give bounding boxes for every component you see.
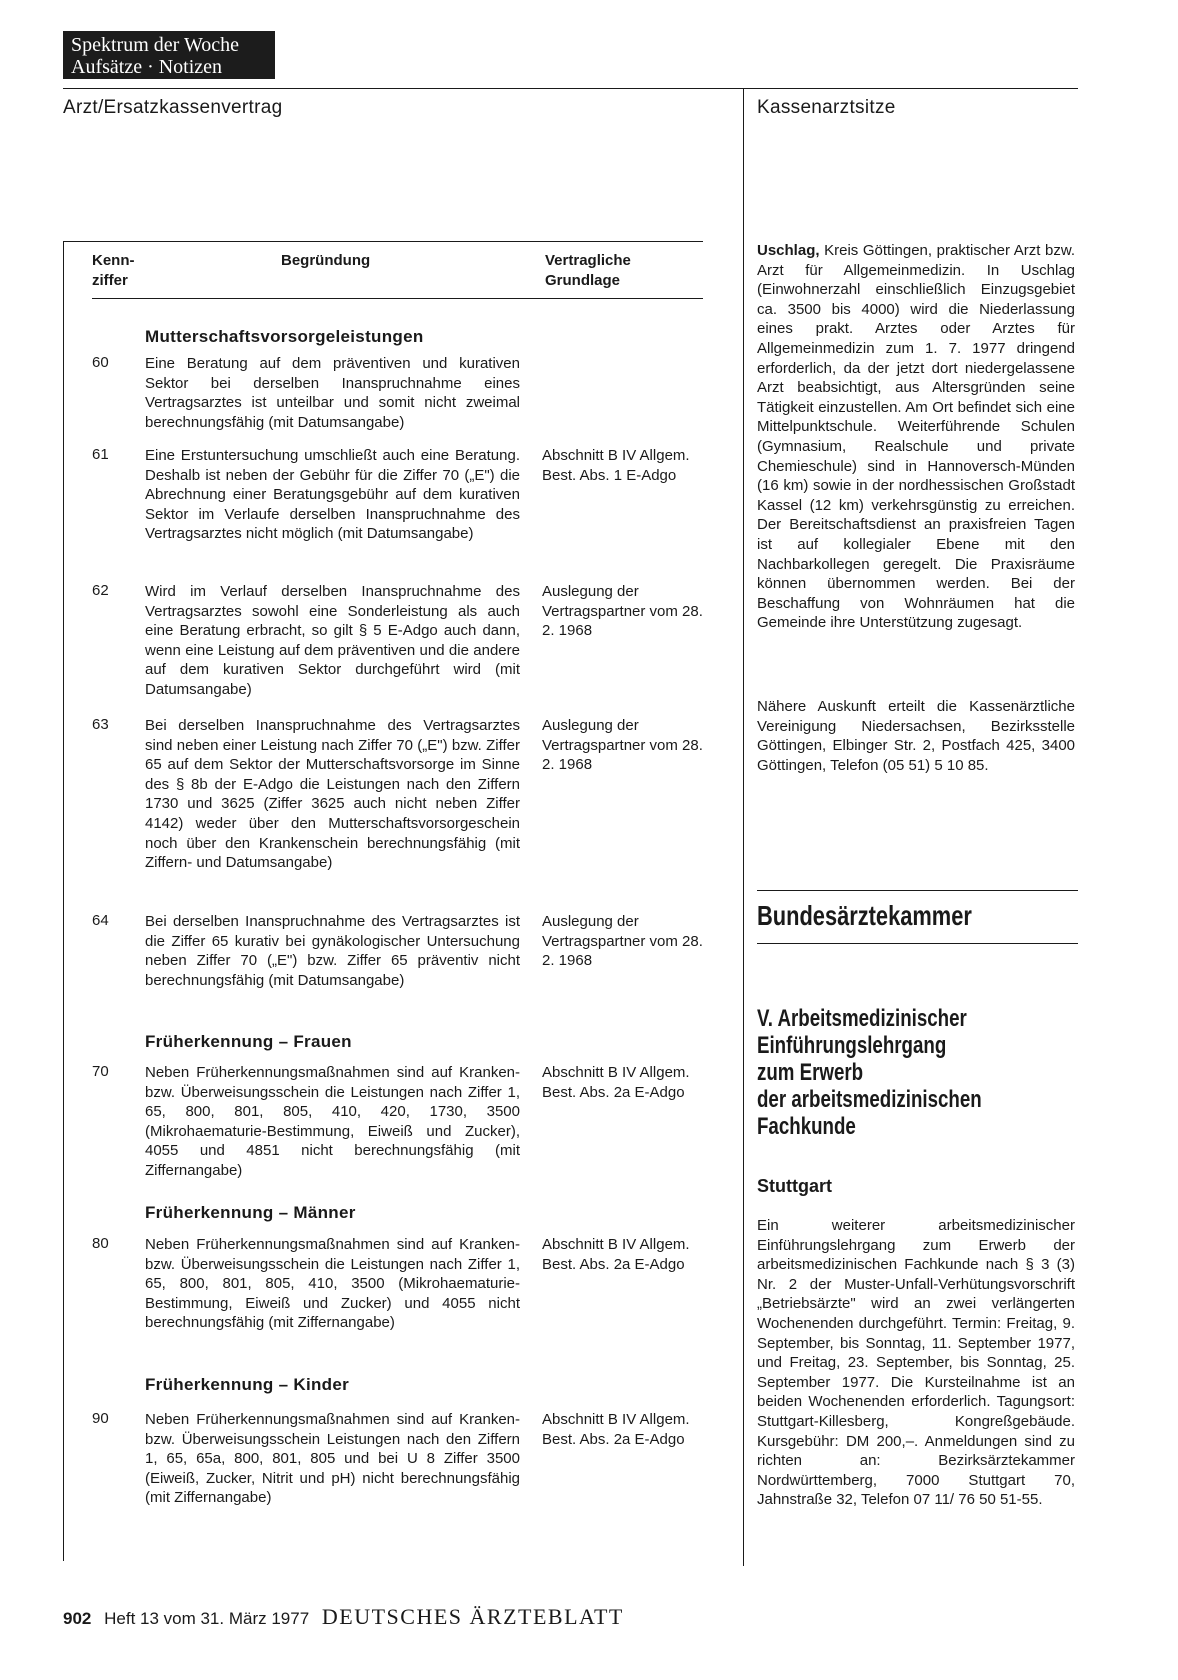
row-code: 90 [92, 1410, 109, 1427]
row-text: Bei derselben Inanspruchnahme des Vertragsarztes sind neben einer Leistung nach Ziffer 70 („E") bzw. Ziffer 65 auf dem Sektor der Mutterschaftsvorsorge im Sinne des § 8b der E-Adgo die Leistungen nach den Ziffern 1730 und 3625 (Ziffer 3625 auch nicht neben Ziffer 4142) weder über den Mutterschaftsvorsorgeschein noch über den Krankenschein berechnungsfähig (mit Ziffern- und Datumsangabe) [145, 717, 520, 872]
header-reason: Begründung [281, 252, 371, 269]
column-divider [743, 88, 744, 1566]
page-footer [63, 1604, 624, 1630]
row-text: Eine Beratung auf dem präventiven und kurativen Sektor bei derselben Inanspruchnahme eines Vertragsarztes ist unteilbar und somit nicht zweimal berechnungsfähig (mit Datumsangabe) [145, 355, 520, 431]
course-title-line: der arbeitsmedizinischen [757, 1086, 982, 1113]
row-code: 60 [92, 354, 109, 371]
row-code: 80 [92, 1235, 109, 1252]
row-basis: Abschnitt B IV Allgem. Best. Abs. 2a E-Adgo [542, 1236, 690, 1273]
bak-rule-top [757, 890, 1078, 891]
table-left-rule [63, 241, 64, 1561]
journal-name: DEUTSCHES ÄRZTEBLATT [321, 1604, 624, 1629]
uschlag-notice [757, 241, 1075, 633]
top-rule [63, 88, 1078, 89]
course-title-line: Einführungslehrgang [757, 1032, 947, 1059]
info-notice: Nähere Auskunft erteilt die Kassenärztliche Vereinigung Niedersachsen, Bezirksstelle Göttingen, Elbinger Str. 2, Postfach 425, 3400 Göttingen, Telefon (05 51) 5 10 85. [757, 698, 1075, 774]
page-number: 902 [63, 1609, 92, 1628]
row-text: Bei derselben Inanspruchnahme des Vertragsarztes ist die Ziffer 65 kurativ bei gynäkologischer Untersuchung neben Ziffer 70 („E") bzw. Ziffer 65 präventiv nicht berechnungsfähig (mit Datumsangabe) [145, 913, 520, 989]
row-text: Neben Früherkennungsmaßnahmen sind auf Kranken- bzw. Überweisungsschein die Leistungen nach Ziffer 1, 65, 800, 801, 805, 410, 420, 1730, 3500 (Mikrohaematurie-Bestimmung, Eiweiß und Zucker), 4055 und 4851 nicht berechnungsfähig (mit Ziffernangabe) [145, 1064, 520, 1179]
row-text: Neben Früherkennungsmaßnahmen sind auf Kranken- bzw. Überweisungsschein Leistungen nach den Ziffern 1, 65, 65a, 800, 801, 805 und bei U 8 Ziffer 3500 (Eiweiß, Zucker, Nitrit und pH) nicht berechnungsfähig (mit Ziffernangabe) [145, 1411, 520, 1507]
row-text: Eine Erstuntersuchung umschließt auch eine Beratung. Deshalb ist neben der Gebühr für die Ziffer 70 („E") die Abrechnung einer Beratungsgebühr auf dem kurativen Sektor im Verlaufe derselben Inanspruchnahme des Vertragsarztes nicht möglich (mit Datumsangabe) [145, 447, 520, 543]
row-code: 61 [92, 446, 109, 463]
row-text: Neben Früherkennungsmaßnahmen sind auf Kranken- bzw. Überweisungsschein die Leistungen nach Ziffer 1, 65, 800, 801, 805, 410, 3500 (Mikrohaematurie-Bestimmung, Eiweiß und Zucker) und 4055 nicht berechnungsfähig (mit Ziffernangabe) [145, 1236, 520, 1332]
section-title: Früherkennung – Männer [145, 1203, 356, 1222]
section-title: Früherkennung – Kinder [145, 1375, 350, 1394]
table-top-rule [63, 241, 703, 242]
section-header-box [63, 31, 275, 79]
city-heading: Stuttgart [757, 1176, 832, 1196]
issue-info: Heft 13 vom 31. März 1977 [104, 1609, 310, 1628]
course-title-line: zum Erwerb [757, 1059, 864, 1086]
row-basis: Abschnitt B IV Allgem. Best. Abs. 1 E-Adgo [542, 447, 690, 484]
header-basis: Vertragliche Grundlage [545, 252, 631, 289]
left-column-title: Arzt/Ersatzkassenvertrag [63, 97, 283, 118]
row-code: 70 [92, 1063, 109, 1080]
row-code: 64 [92, 912, 109, 929]
header-line-2: Aufsätze · Notizen [71, 56, 223, 78]
course-title [757, 1005, 982, 1140]
course-title-line: Fachkunde [757, 1113, 856, 1140]
section-title: Früherkennung – Frauen [145, 1032, 352, 1051]
bak-title: Bundesärztekammer [757, 900, 972, 931]
uschlag-lead: Uschlag, [757, 242, 820, 259]
row-code: 62 [92, 582, 109, 599]
course-title-line: V. Arbeitsmedizinischer [757, 1005, 967, 1032]
row-text: Wird im Verlauf derselben Inanspruchnahme des Vertragsarztes sowohl eine Sonderleistung als auch eine Beratung erbracht, so gilt § 5 E-Adgo auch dann, wenn eine Leistung auf dem präventiven und die andere auf dem kurativen Sektor durchgeführt wird (mit Datumsangabe) [145, 583, 520, 698]
table-header-rule [92, 298, 703, 299]
right-column-title: Kassenarztsitze [757, 97, 896, 118]
row-basis: Abschnitt B IV Allgem. Best. Abs. 2a E-Adgo [542, 1064, 690, 1101]
section-title: Mutterschaftsvorsorgeleistungen [145, 327, 424, 346]
course-text: Ein weiterer arbeitsmedizinischer Einführungslehrgang zum Erwerb der arbeitsmedizinischen Fachkunde nach § 3 (3) Nr. 2 der Muster-Unfall-Verhütungsvorschrift „Betriebsärzte" wird an zwei verlängerten Wochenenden durchgeführt. Termin: Freitag, 9. September, bis Sonntag, 11. September 1977, und Freitag, 23. September, bis Sonntag, 25. September 1977. Die Kursteilnahme ist an beiden Wochenenden erforderlich. Tagungsort: Stuttgart-Killesberg, Kongreßgebäude. Kursgebühr: DM 200,–. Anmeldungen sind zu richten an: Bezirksärztekammer Nordwürttemberg, 7000 Stuttgart 70, Jahnstraße 32, Telefon 07 11/ 76 50 51-55. [757, 1217, 1075, 1509]
row-basis: Abschnitt B IV Allgem. Best. Abs. 2a E-Adgo [542, 1411, 690, 1448]
row-basis: Auslegung der Vertragspartner vom 28. 2. 1968 [542, 583, 703, 640]
row-code: 63 [92, 716, 109, 733]
row-basis: Auslegung der Vertragspartner vom 28. 2. 1968 [542, 717, 703, 774]
header-line-1: Spektrum der Woche [71, 34, 239, 56]
header-code: Kenn- ziffer [92, 252, 135, 289]
uschlag-body: Kreis Göttingen, praktischer Arzt bzw. Arzt für Allgemeinmedizin. In Uschlag (Einwohnerzahl einschließlich Einzugsgebiet ca. 3500 bis 4000) wird die Niederlassung eines prakt. Arztes oder Arztes für Allgemeinmedizin zum 1. 7. 1977 dringend erforderlich, da der jetzt dort niedergelassene Arzt beabsichtigt, aus Altersgründen seine Tätigkeit einzustellen. Am Ort befindet sich eine Mittelpunktschule. Weiterführende Schulen (Gymnasium, Realschule und private Chemieschule) sind in Hannoversch-Münden (16 km) sowie in der nordhessischen Großstadt Kassel (12 km) verkehrsgünstig zu erreichen. Der Bereitschaftsdienst an praxisfreien Tagen ist auf kollegialer Ebene mit den Nachbarkollegen geregelt. Die Praxisräume können übernommen werden. Bei der Beschaffung von Wohnräumen hat die Gemeinde ihre Unterstützung zugesagt. [757, 242, 1075, 632]
bak-rule-bottom [757, 943, 1078, 944]
row-basis: Auslegung der Vertragspartner vom 28. 2. 1968 [542, 913, 703, 970]
